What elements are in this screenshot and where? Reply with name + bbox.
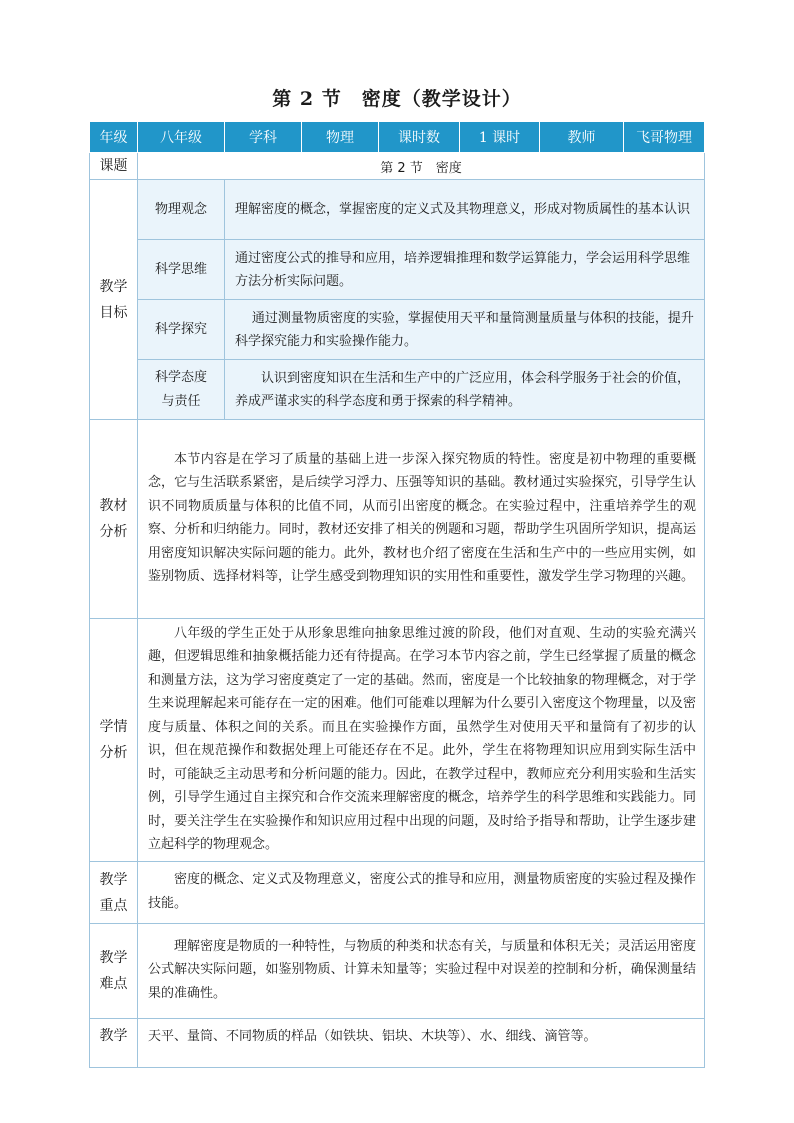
subject-label: 学科 <box>225 122 302 153</box>
goal-label-scientific-thinking: 科学思维 <box>138 240 225 300</box>
difficulties-text: 理解密度是物质的一种特性，与物质的种类和状态有关，与质量和体积无关；灵活运用密度公式解决实际问题，如鉴别物质、计算未知量等；实验过程中对误差的控制和分析，确保测量结果的准确性。 <box>138 924 705 1019</box>
student-analysis-row <box>90 619 705 862</box>
topic-value: 第 2 节 密度 <box>138 153 705 180</box>
difficulties-label <box>90 924 138 1019</box>
hours-value: 1 课时 <box>460 122 540 153</box>
header-row <box>90 122 705 153</box>
goal-text-physics-concept: 理解密度的概念，掌握密度的定义式及其物理意义，形成对物质属性的基本认识 <box>225 180 705 240</box>
material-label <box>90 420 138 619</box>
key-points-row <box>90 862 705 924</box>
teaching-tools-row <box>90 1019 705 1068</box>
goal-label-line2: 与责任 <box>161 393 201 409</box>
goal-label-physics-concept: 物理观念 <box>138 180 225 240</box>
hours-label: 课时数 <box>379 122 460 153</box>
teacher-value: 飞哥物理 <box>624 122 705 153</box>
key-points-label-line1: 教学 <box>99 871 128 888</box>
goal-row <box>90 300 705 360</box>
goal-label-line1: 科学态度 <box>154 369 207 385</box>
goal-row <box>90 180 705 240</box>
grade-label: 年级 <box>90 122 138 153</box>
grade-value: 八年级 <box>138 122 225 153</box>
teacher-label: 教师 <box>540 122 624 153</box>
subject-value: 物理 <box>302 122 379 153</box>
material-text: 本节内容是在学习了质量的基础上进一步深入探究物质的特性。密度是初中物理的重要概念，它与生活联系紧密，是后续学习浮力、压强等知识的基础。教材通过实验探究，引导学生认识不同物质质量与体积的比值不同，从而引出密度的概念。在实验过程中，注重培养学生的观察、分析和归纳能力。同时，教材还安排了相关的例题和习题，帮助学生巩固所学知识，提高运用密度知识解决实际问题的能力。此外，教材也介绍了密度在生活和生产中的一些应用实例，如鉴别物质、选择材料等，让学生感受到物理知识的实用性和重要性，激发学生学习物理的兴趣。 <box>138 420 705 619</box>
key-points-label-line2: 重点 <box>99 897 128 914</box>
students-label <box>90 619 138 862</box>
topic-label: 课题 <box>90 153 138 180</box>
tools-text: 天平、量筒、不同物质的样品（如铁块、铝块、木块等）、水、细线、滴管等。 <box>138 1019 705 1068</box>
goal-label-scientific-inquiry: 科学探究 <box>138 300 225 360</box>
goal-text-attitude-responsibility: 认识到密度知识在生活和生产中的广泛应用，体会科学服务于社会的价值，养成严谨求实的科学态度和勇于探索的科学精神。 <box>225 360 705 420</box>
topic-row <box>90 153 705 180</box>
lesson-plan-table <box>89 121 705 1068</box>
difficulties-row <box>90 924 705 1019</box>
students-label-line2: 分析 <box>99 745 128 761</box>
goal-row <box>90 360 705 420</box>
goals-label <box>90 180 138 420</box>
students-text: 八年级的学生正处于从形象思维向抽象思维过渡的阶段，他们对直观、生动的实验充满兴趣，但逻辑思维和抽象概括能力还有待提高。在学习本节内容之前，学生已经掌握了质量的概念和测量方法，这为学习密度奠定了一定的基础。然而，密度是一个比较抽象的物理概念，对于学生来说理解起来可能存在一定的困难。他们可能难以理解为什么要引入密度这个物理量，以及密度与质量、体积之间的关系。而且在实验操作方面，虽然学生对使用天平和量筒有了初步的认识，但在规范操作和数据处理上可能还存在不足。此外，学生在将物理知识应用到实际生活中时，可能缺乏主动思考和分析问题的能力。因此，在教学过程中，教师应充分利用实验和生活实例，引导学生通过自主探究和合作交流来理解密度的概念，培养学生的科学思维和实践能力。同时，要关注学生在实验操作和知识应用过程中出现的问题，及时给予指导和帮助，让学生逐步建立起科学的物理观念。 <box>138 619 705 862</box>
difficulties-label-line1: 教学 <box>99 950 128 966</box>
tools-label: 教学 <box>90 1019 138 1068</box>
material-label-line1: 教材 <box>99 498 128 514</box>
material-analysis-row <box>90 420 705 619</box>
goal-text-scientific-inquiry: 通过测量物质密度的实验，掌握使用天平和量筒测量质量与体积的技能，提升科学探究能力和实验操作能力。 <box>225 300 705 360</box>
goals-label-line2: 目标 <box>99 304 128 321</box>
goal-text-scientific-thinking: 通过密度公式的推导和应用，培养逻辑推理和数学运算能力，学会运用科学思维方法分析实际问题。 <box>225 240 705 300</box>
key-points-text: 密度的概念、定义式及物理意义，密度公式的推导和应用，测量物质密度的实验过程及操作技能。 <box>138 862 705 924</box>
material-label-line2: 分析 <box>99 524 128 540</box>
document-title: 第 2 节 密度（教学设计） <box>272 88 522 110</box>
goal-row <box>90 240 705 300</box>
difficulties-label-line2: 难点 <box>99 976 128 992</box>
key-points-label <box>90 862 138 924</box>
students-label-line1: 学情 <box>99 719 128 735</box>
goal-label-attitude-responsibility <box>138 360 225 420</box>
goals-label-line1: 教学 <box>99 278 128 295</box>
